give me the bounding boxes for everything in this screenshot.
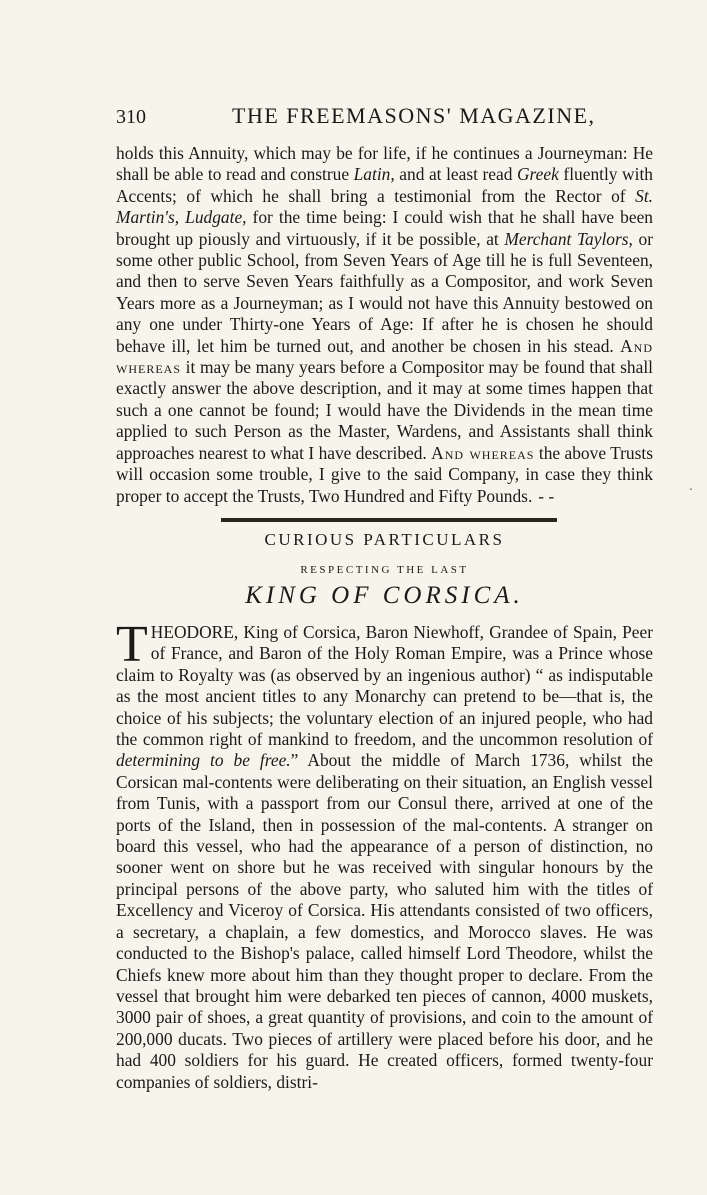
and-whereas-2: And whereas <box>431 442 535 463</box>
end-dashes: - - <box>538 485 555 506</box>
determining-italic: determining to be free. <box>116 750 291 771</box>
greek-italic: Greek <box>517 164 559 185</box>
running-head <box>116 100 656 134</box>
magazine-title: THE FREEMASONS' MAGAZINE, <box>232 103 596 128</box>
margin-mark: . <box>689 479 693 493</box>
intro-paragraph <box>116 143 653 507</box>
section-divider <box>221 518 557 522</box>
and-whereas-1: And whereas <box>116 335 653 378</box>
intro-text-6: it may be many years before a Compositor may be found that shall exactly answer the above description, and it may at some times happen that such a one cannot be found; I would have the Dividends in the mean time applied to such Person as the Master, Wardens, and Assistants shall think approaches nearest to what I have described. <box>116 357 653 463</box>
intro-text-1: holds this Annuity, which may be for life, if he continues a Journeyman: He shall be able to read and construe <box>116 143 653 185</box>
intro-text-7: the above Trusts will occasion some trouble, I give to the said Company, in case they think proper to accept the Trusts, Two Hundred and Fifty Pounds. <box>116 442 653 506</box>
article-paragraph <box>116 616 654 1093</box>
intro-text-2: and at least read <box>394 164 517 185</box>
article-heading-title: KING OF CORSICA. <box>245 582 524 609</box>
latin-italic: Latin, <box>353 164 395 185</box>
intro-text-3: fluently with Accents; of which he shall bring a testimonial from the Rector of <box>116 164 653 206</box>
drop-cap: T <box>116 616 148 673</box>
st-martins-italic: St. Martin's, Ludgate, <box>116 185 653 228</box>
page-number: 310 <box>116 106 146 128</box>
merchant-taylors-italic: Merchant Taylors, <box>504 228 633 249</box>
intro-text-4: for the time being: I could wish that he shall have been brought up piously and virtuously, if it be possible, at <box>116 207 653 249</box>
article-heading-sub: RESPECTING THE LAST <box>300 564 469 576</box>
article-text-1: HEODORE, King of Corsica, Baron Niewhoff, Grandee of Spain, Peer of France, and Baron of the Holy Roman Empire, was a Prince whose claim to Royalty was (as observed by an ingenious author) “ as indisputable as the most ancient titles to any Monarchy can pretend to be—that is, the choice of his subjects; the voluntary election of an injured people, who had the common right of mankind to freedom, and the uncommon resolution of <box>116 622 653 750</box>
article-text-2: ” About the middle of March 1736, whilst the Corsican mal-contents were deliberating on their situation, an English vessel from Tunis, with a passport from our Consul there, arrived at one of the ports of the Island, then in possession of the mal-contents. A stranger on board this vessel, who had the appearance of a person of distinction, no sooner went on shore but he was received with singular honours by the principal persons of the above party, who saluted him with the titles of Excellency and Viceroy of Corsica. His attendants consisted of two officers, a secretary, a chaplain, a few domestics, and Morocco slaves. He was conducted to the Bishop's palace, called himself Lord Theodore, whilst the Chiefs knew more about him than they thought proper to declare. From the vessel that brought him were debarked ten pieces of cannon, 4000 muskets, 3000 pair of shoes, a great quantity of provisions, and coin to the amount of 200,000 ducats. Two pieces of artillery were placed before his door, and he had 400 soldiers for his guard. He created officers, formed twenty-four companies of soldiers, distri- <box>116 750 654 1092</box>
intro-text-5: or some other public School, from Seven Years of Age till he is full Seventeen, and then to serve Seven Years faithfully as a Compositor, and work Seven Years more as a Journeyman; as I would not have this Annuity bestowed on any one under Thirty-one Years of Age: If after he is chosen he should behave ill, let him be turned out, and another be chosen in his stead. <box>116 228 653 356</box>
article-heading-main: CURIOUS PARTICULARS <box>264 530 505 549</box>
